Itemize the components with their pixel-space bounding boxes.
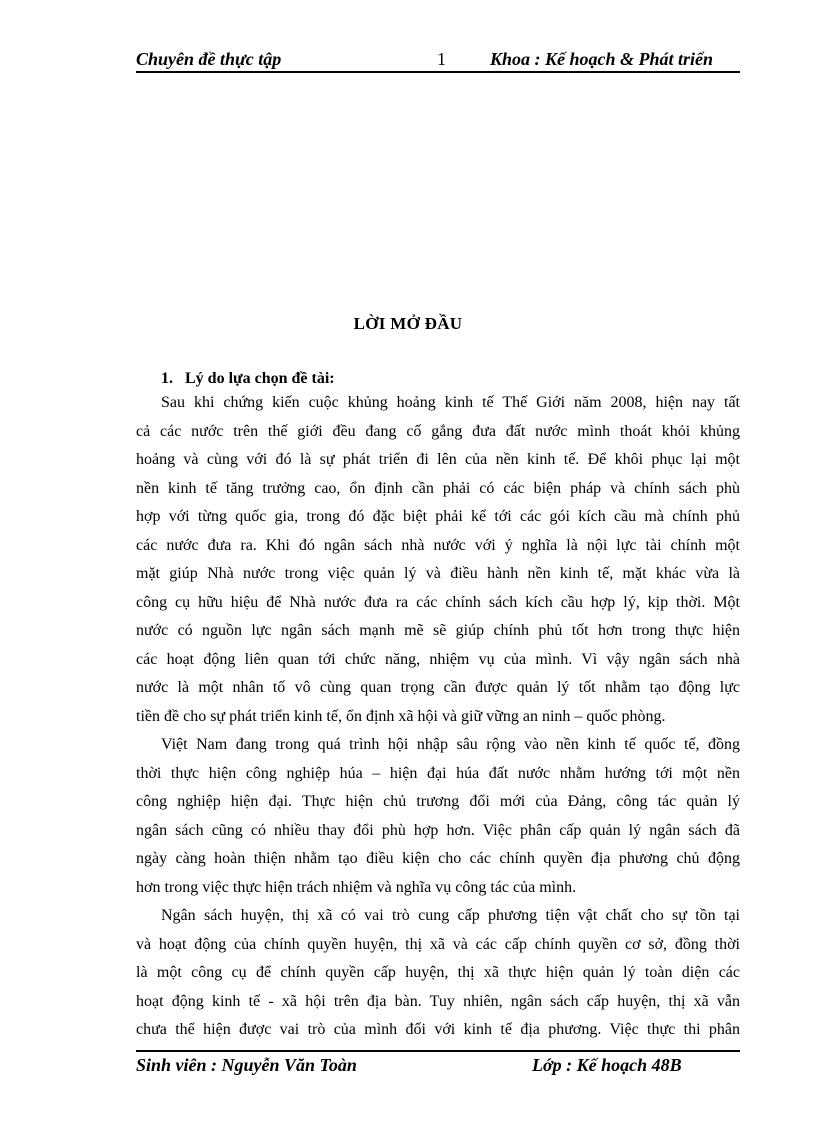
section-heading	[161, 370, 335, 388]
paragraph-1-line: nước có nguồn lực ngân sách mạnh mẽ sẽ giúp chính phủ tốt hơn trong thực hiện	[136, 622, 740, 639]
footer-student-name: Sinh viên : Nguyễn Văn Toàn	[136, 1055, 357, 1075]
section-number: 1.	[161, 370, 173, 387]
paragraph-2-line: Việt Nam đang trong quá trình hội nhập sâu rộng vào nền kinh tế quốc tế, đồng	[161, 736, 740, 753]
page-footer	[136, 1055, 740, 1079]
header-page-number: 1	[437, 49, 446, 69]
paragraph-1-line: nước là một nhân tố vô cùng quan trọng cần được quản lý tốt nhằm tạo động lực	[136, 679, 740, 696]
footer-class: Lớp : Kế hoạch 48B	[532, 1055, 682, 1075]
paragraph-3-line: hoạt động kinh tế - xã hội trên địa bàn. Tuy nhiên, ngân sách cấp huyện, thị xã vẫn	[136, 993, 740, 1010]
section-heading-text: Lý do lựa chọn đề tài:	[185, 370, 335, 387]
footer-rule	[136, 1050, 740, 1052]
paragraph-2-line: ngân sách cũng có nhiều thay đổi phù hợp hơn. Việc phân cấp quản lý ngân sách đã	[136, 822, 740, 839]
paragraph-1-line: hoảng và cùng với đó là sự phát triển đi lên của nền kinh tế. Để khôi phục lại một	[136, 451, 740, 468]
paragraph-1-line: các nước đưa ra. Khi đó ngân sách nhà nước với ý nghĩa là nội lực tài chính một	[136, 537, 740, 554]
page-title: LỜI MỞ ĐẦU	[353, 314, 463, 333]
paragraph-1-line: tiền đề cho sự phát triển kinh tế, ổn định xã hội và giữ vững an ninh – quốc phòng.	[136, 708, 666, 725]
page-header	[136, 46, 740, 72]
header-faculty: Khoa : Kế hoạch & Phát triển	[490, 49, 714, 69]
header-document-type: Chuyên đề thực tập	[136, 49, 282, 69]
paragraph-1-line: mặt giúp Nhà nước trong việc quản lý và điều hành nền kinh tế, mặt khác vừa là	[136, 565, 740, 582]
paragraph-1-line: cả các nước trên thế giới đều đang cố gắng đưa đất nước mình thoát khỏi khủng	[136, 423, 740, 440]
paragraph-2-line: hơn trong việc thực hiện trách nhiệm và nghĩa vụ công tác của mình.	[136, 879, 577, 896]
header-rule	[136, 71, 740, 73]
paragraph-1-line: các hoạt động liên quan tới chức năng, nhiệm vụ của mình. Vì vậy ngân sách nhà	[136, 651, 740, 668]
paragraph-3-line: và hoạt động của chính quyền huyện, thị xã và các cấp chính quyền cơ sở, đồng thời	[136, 936, 740, 953]
paragraph-3-line: là một công cụ để chính quyền cấp huyện, thị xã thực hiện quản lý toàn diện các	[136, 964, 740, 981]
paragraph-2-line: công nghiệp hiện đại. Thực hiện chủ trương đổi mới của Đảng, công tác quản lý	[136, 793, 740, 810]
paragraph-1-line: nền kinh tế tăng trưởng cao, ổn định cần phải có các biện pháp và chính sách phù	[136, 480, 740, 497]
paragraph-2-line: thời thực hiện công nghiệp húa – hiện đại húa đất nước nhằm hướng tới một nền	[136, 765, 740, 782]
paragraph-3-line: Ngân sách huyện, thị xã có vai trò cung cấp phương tiện vật chất cho sự tồn tại	[161, 907, 740, 924]
paragraph-2-line: ngày càng hoàn thiện nhằm tạo điều kiện cho các chính quyền địa phương chủ động	[136, 850, 740, 867]
paragraph-3-line: chưa thể hiện được vai trò của mình đối với kinh tế địa phương. Việc thực thi phân	[136, 1021, 740, 1038]
paragraph-1-line: hợp với từng quốc gia, trong đó đặc biệt phải kể tới các gói kích cầu mà chính phủ	[136, 508, 740, 525]
paragraph-1-line: công cụ hữu hiệu để Nhà nước đưa ra các chính sách kích cầu hợp lý, kịp thời. Một	[136, 594, 740, 611]
paragraph-1-line: Sau khi chứng kiến cuộc khủng hoảng kinh tế Thế Giới năm 2008, hiện nay tất	[161, 394, 740, 411]
